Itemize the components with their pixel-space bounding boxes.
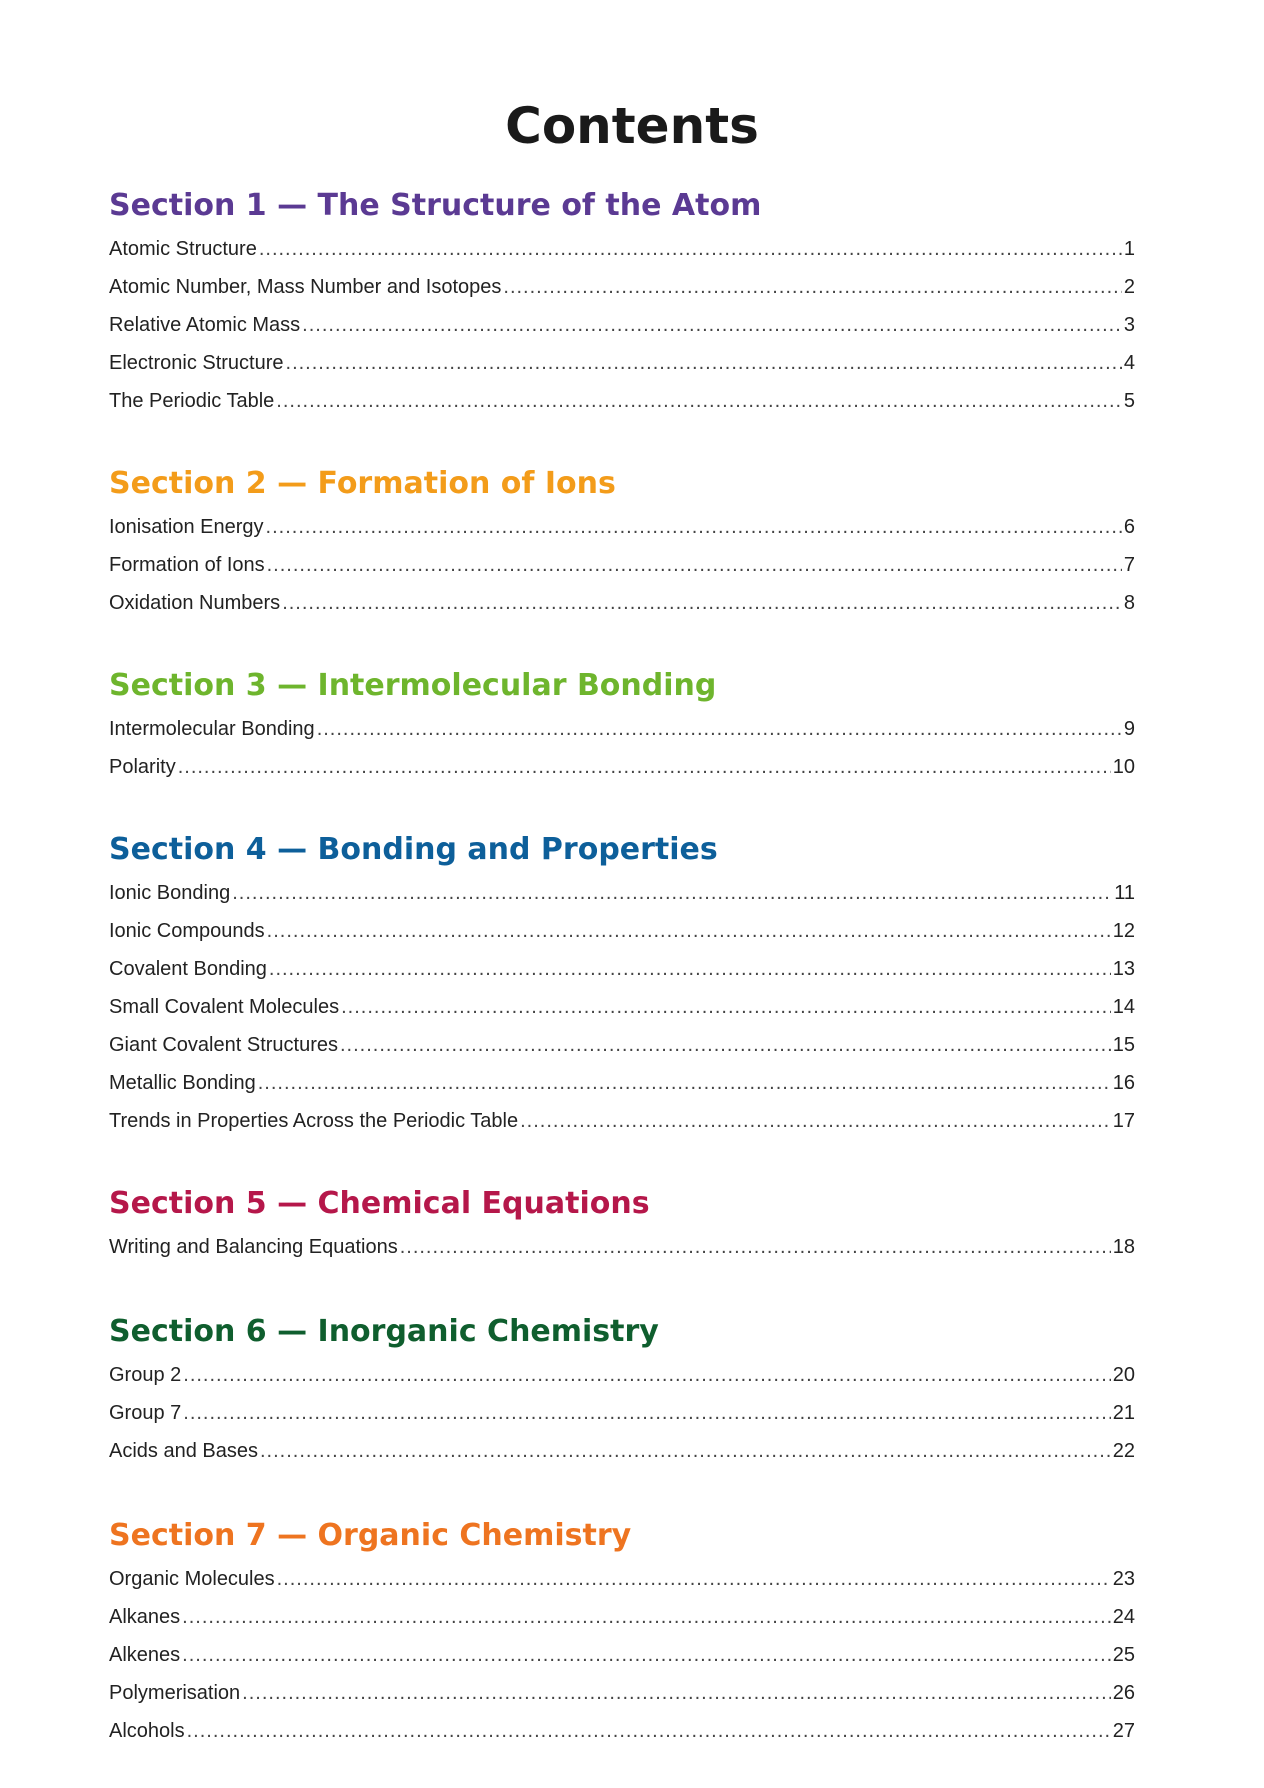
toc-entry[interactable] [109, 988, 1135, 1026]
toc-entry[interactable] [109, 874, 1135, 912]
toc-entry[interactable] [109, 1432, 1135, 1470]
dot-leader [267, 912, 1111, 950]
dot-leader [182, 1598, 1111, 1636]
toc-page-number: 11 [1114, 882, 1135, 904]
dot-leader [400, 1228, 1111, 1266]
toc-entry-title: Alcohols [109, 1720, 185, 1742]
dot-leader [286, 344, 1122, 382]
toc-page-number: 27 [1112, 1720, 1135, 1742]
toc-page-number: 18 [1112, 1236, 1135, 1258]
section-heading: Section 3 — Intermolecular Bonding [109, 668, 717, 703]
toc-entry-title: Oxidation Numbers [109, 592, 281, 614]
toc-entry[interactable] [109, 230, 1135, 268]
toc-page-number: 26 [1112, 1682, 1135, 1704]
toc-entry[interactable] [109, 306, 1135, 344]
dot-leader [187, 1712, 1111, 1750]
toc-entry-title: Polymerisation [109, 1682, 241, 1704]
toc-entry-title: Small Covalent Molecules [109, 996, 340, 1018]
dot-leader [178, 748, 1111, 786]
toc-entry-title: Trends in Properties Across the Periodic Table [109, 1110, 519, 1132]
toc-entry-title: Alkenes [109, 1644, 181, 1666]
toc-page-number: 23 [1112, 1568, 1135, 1590]
toc-entry-title: Ionisation Energy [109, 516, 264, 538]
toc-page-number: 20 [1112, 1364, 1135, 1386]
toc-section-5 [109, 1185, 1135, 1266]
toc-entry-title: Polarity [109, 756, 176, 778]
toc-entry[interactable] [109, 1712, 1135, 1750]
table-of-contents [109, 187, 1135, 1750]
dot-leader [232, 874, 1112, 912]
toc-page-number: 3 [1123, 314, 1135, 336]
toc-page-number: 7 [1123, 554, 1135, 576]
dot-leader [242, 1674, 1111, 1712]
dot-leader [258, 1064, 1111, 1102]
dot-leader [183, 1356, 1110, 1394]
toc-entry[interactable] [109, 508, 1135, 546]
dot-leader [282, 584, 1122, 622]
toc-page-number: 25 [1112, 1644, 1135, 1666]
dot-leader [183, 1394, 1110, 1432]
toc-page-number: 17 [1112, 1110, 1135, 1132]
toc-entry-title: Giant Covalent Structures [109, 1034, 338, 1056]
section-heading: Section 2 — Formation of Ions [109, 466, 616, 501]
toc-page-number: 10 [1112, 756, 1135, 778]
dot-leader [341, 988, 1111, 1026]
dot-leader [277, 1560, 1111, 1598]
toc-page-number: 24 [1112, 1606, 1135, 1628]
dot-leader [266, 508, 1122, 546]
toc-entry[interactable] [109, 382, 1135, 420]
dot-leader [267, 546, 1122, 584]
toc-entry-title: Group 2 [109, 1364, 182, 1386]
dot-leader [182, 1636, 1111, 1674]
toc-section-7 [109, 1517, 1135, 1750]
toc-page-number: 13 [1112, 958, 1135, 980]
toc-entry[interactable] [109, 1064, 1135, 1102]
toc-section-1 [109, 187, 1135, 420]
dot-leader [276, 382, 1122, 420]
toc-section-6 [109, 1313, 1135, 1470]
toc-page-number: 21 [1112, 1402, 1135, 1424]
toc-entry[interactable] [109, 344, 1135, 382]
section-heading: Section 1 — The Structure of the Atom [109, 188, 762, 223]
section-heading: Section 6 — Inorganic Chemistry [109, 1314, 659, 1349]
toc-entry-title: Metallic Bonding [109, 1072, 256, 1094]
toc-entry-title: Formation of Ions [109, 554, 265, 576]
toc-entry[interactable] [109, 1026, 1135, 1064]
toc-entry-title: Atomic Structure [109, 238, 257, 260]
dot-leader [503, 268, 1121, 306]
toc-entry[interactable] [109, 1674, 1135, 1712]
toc-page-number: 16 [1112, 1072, 1135, 1094]
toc-entry-title: Atomic Number, Mass Number and Isotopes [109, 276, 502, 298]
toc-section-2 [109, 465, 1135, 622]
toc-page-number: 8 [1123, 592, 1135, 614]
section-heading: Section 4 — Bonding and Properties [109, 832, 718, 867]
dot-leader [259, 230, 1122, 268]
toc-entry-title: Ionic Bonding [109, 882, 231, 904]
toc-entry-title: Organic Molecules [109, 1568, 275, 1590]
toc-entry[interactable] [109, 1598, 1135, 1636]
toc-entry[interactable] [109, 912, 1135, 950]
toc-entry-title: Acids and Bases [109, 1440, 258, 1462]
toc-entry-title: Alkanes [109, 1606, 181, 1628]
toc-page-number: 9 [1123, 718, 1135, 740]
toc-page-number: 6 [1123, 516, 1135, 538]
toc-entry-title: Relative Atomic Mass [109, 314, 301, 336]
toc-page-number: 12 [1112, 920, 1135, 942]
toc-entry[interactable] [109, 546, 1135, 584]
toc-entry[interactable] [109, 950, 1135, 988]
toc-entry-title: Electronic Structure [109, 352, 284, 374]
toc-page-number: 22 [1112, 1440, 1135, 1462]
dot-leader [317, 710, 1122, 748]
toc-page-number: 14 [1112, 996, 1135, 1018]
section-heading: Section 7 — Organic Chemistry [109, 1518, 632, 1553]
toc-entry-title: Group 7 [109, 1402, 182, 1424]
toc-entry-title: The Periodic Table [109, 390, 275, 412]
toc-entry[interactable] [109, 1356, 1135, 1394]
toc-entry[interactable] [109, 1394, 1135, 1432]
toc-page-number: 5 [1123, 390, 1135, 412]
toc-section-3 [109, 667, 1135, 786]
section-heading: Section 5 — Chemical Equations [109, 1186, 650, 1221]
toc-entry[interactable] [109, 1560, 1135, 1598]
dot-leader [269, 950, 1111, 988]
toc-entry-title: Writing and Balancing Equations [109, 1236, 398, 1258]
toc-entry[interactable] [109, 1636, 1135, 1674]
dot-leader [260, 1432, 1111, 1470]
toc-page-number: 15 [1112, 1034, 1135, 1056]
toc-entry-title: Intermolecular Bonding [109, 718, 315, 740]
toc-page-number: 1 [1123, 238, 1135, 260]
toc-entry[interactable] [109, 584, 1135, 622]
page-title: Contents [505, 97, 759, 155]
toc-entry[interactable] [109, 1102, 1135, 1140]
toc-entry-title: Ionic Compounds [109, 920, 265, 942]
dot-leader [302, 306, 1122, 344]
dot-leader [340, 1026, 1111, 1064]
toc-section-4 [109, 831, 1135, 1140]
toc-page-number: 4 [1123, 352, 1135, 374]
toc-page-number: 2 [1123, 276, 1135, 298]
toc-entry[interactable] [109, 710, 1135, 748]
toc-entry[interactable] [109, 1228, 1135, 1266]
toc-entry-title: Covalent Bonding [109, 958, 267, 980]
dot-leader [520, 1102, 1111, 1140]
toc-entry[interactable] [109, 268, 1135, 306]
toc-entry[interactable] [109, 748, 1135, 786]
